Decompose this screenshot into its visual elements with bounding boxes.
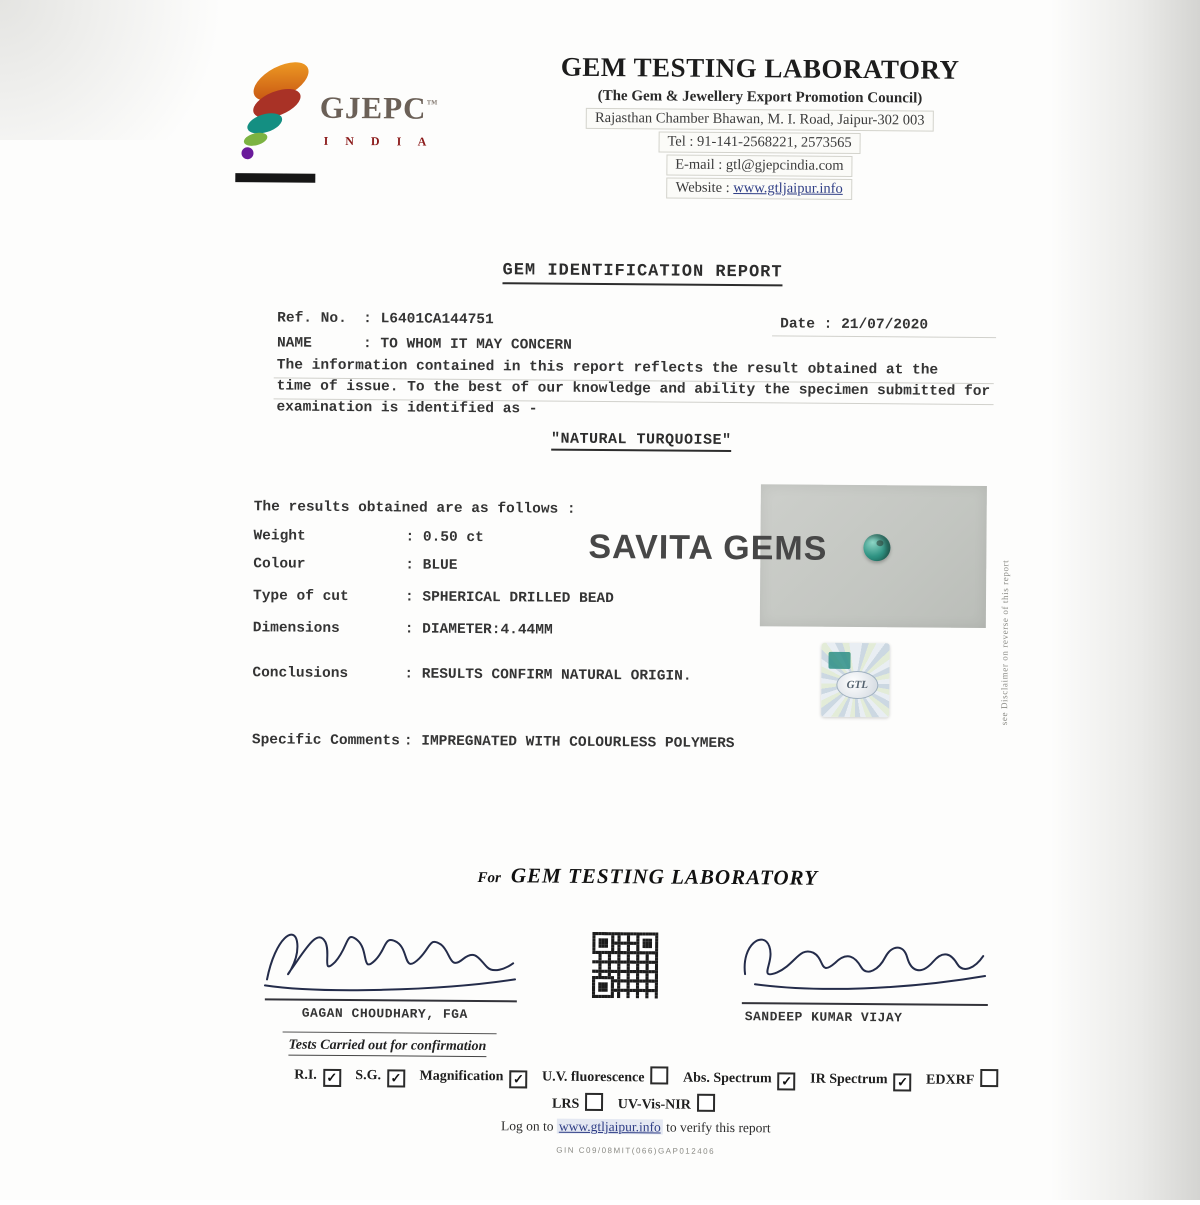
test-sg: [355, 1068, 405, 1087]
field-value: : DIAMETER:4.44MM: [404, 621, 553, 639]
test-checkbox: [697, 1094, 715, 1112]
test-label: S.G.: [355, 1068, 382, 1084]
signature-line-right: [742, 1002, 988, 1006]
ref-label: Ref. No.: [277, 310, 347, 328]
qr-code: [592, 932, 659, 999]
field-value: : IMPREGNATED WITH COLOURLESS POLYMERS: [403, 733, 735, 753]
test-lrs: [552, 1093, 603, 1113]
report-title: GEM IDENTIFICATION REPORT: [502, 261, 782, 286]
tests-top-rule: [283, 1032, 497, 1035]
hologram-chip: [828, 652, 850, 669]
test-checkbox: ✓: [509, 1070, 527, 1088]
council-name: (The Gem & Jewellery Export Promotion Council): [597, 87, 923, 107]
lab-address: Rajasthan Chamber Bhawan, M. I. Road, Jaipur-302 003: [586, 108, 934, 132]
report-title-wrap: [242, 259, 1042, 288]
signature-left: [259, 917, 522, 1003]
test-checkbox: [585, 1093, 603, 1111]
for-lab-name: GEM TESTING LABORATORY: [510, 863, 819, 890]
gjepc-logo-icon: [234, 55, 321, 172]
verify-link[interactable]: www.gtljaipur.info: [558, 1118, 661, 1135]
lab-website: [667, 178, 852, 200]
field-label: Colour: [253, 556, 306, 573]
verify-post: to verify this report: [662, 1119, 771, 1136]
document-code: GIN C09/08MIT(066)GAP012406: [556, 1145, 716, 1156]
field-value: : 0.50 ct: [405, 529, 484, 547]
test-label: U.V. fluorescence: [541, 1069, 645, 1086]
ref-number: : L6401CA144751: [363, 311, 494, 329]
test-label: Abs. Spectrum: [682, 1070, 772, 1087]
scan-line: [772, 335, 996, 338]
date-value: 21/07/2020: [841, 316, 929, 334]
name-value: : TO WHOM IT MAY CONCERN: [362, 336, 572, 354]
tests-row-1: [294, 1064, 1009, 1093]
name-label: NAME: [276, 335, 312, 352]
verify-line: [236, 1116, 1036, 1138]
field-type-of-cut: [253, 588, 614, 607]
field-label: Dimensions: [252, 620, 340, 637]
test-ri: [294, 1068, 341, 1087]
bead-matrix-spot: [876, 540, 883, 546]
test-label: LRS: [551, 1096, 580, 1112]
test-checkbox: ✓: [778, 1072, 796, 1090]
disclaimer-side-note: see Disclaimer on reverse of this report: [999, 559, 1011, 726]
field-conclusions: [252, 665, 691, 684]
field-dimensions: [253, 620, 553, 638]
disclaimer-line-1: The information contained in this report reflects the result obtained at the: [276, 357, 939, 379]
lab-website-row: [523, 176, 995, 201]
test-ir-spectrum: [810, 1072, 912, 1092]
test-label: UV-Vis-NIR: [617, 1097, 691, 1113]
verify-pre: Log on to: [500, 1118, 557, 1134]
ref-row: [277, 310, 494, 328]
test-checkbox: ✓: [893, 1073, 911, 1091]
hologram-sticker: [821, 643, 890, 718]
trademark-symbol: ™: [426, 98, 439, 111]
logo-underline-bar: [235, 173, 315, 183]
lab-address-row: [524, 107, 996, 132]
test-label: R.I.: [294, 1067, 317, 1083]
test-checkbox: ✓: [323, 1069, 341, 1087]
test-label: Magnification: [419, 1068, 504, 1085]
test-checkbox: [980, 1069, 998, 1087]
website-label: Website :: [675, 179, 734, 197]
test-checkbox: [650, 1066, 668, 1084]
date-row: [780, 316, 928, 333]
results-intro: The results obtained are as follows :: [253, 499, 576, 518]
field-weight: [253, 528, 483, 546]
test-magnification: [419, 1069, 527, 1089]
test-edxrf: [926, 1069, 998, 1090]
report-disclaimer: [276, 355, 1006, 424]
for-prefix: For: [477, 870, 501, 887]
website-link[interactable]: www.gtljaipur.info: [733, 180, 843, 197]
test-label: IR Spectrum: [810, 1071, 888, 1088]
email-value: gtl@gjepcindia.com: [725, 156, 844, 174]
field-label: Weight: [253, 528, 306, 545]
disclaimer-line-3: examination is identified as -: [276, 399, 538, 418]
identification-wrap: [241, 427, 1041, 454]
signature-right: [735, 926, 992, 1000]
tests-row-2: [552, 1093, 726, 1114]
seller-watermark: SAVITA GEMS: [588, 527, 828, 568]
test-uv-fluorescence: [542, 1066, 669, 1087]
field-label: Type of cut: [252, 588, 349, 606]
field-label: Conclusions: [252, 665, 349, 683]
field-value: : BLUE: [405, 557, 458, 574]
field-value: : SPHERICAL DRILLED BEAD: [404, 589, 614, 608]
test-uv-vis-nir: [618, 1093, 715, 1114]
field-value: : RESULTS CONFIRM NATURAL ORIGIN.: [404, 666, 692, 685]
email-label: E-mail :: [675, 156, 727, 173]
lab-telephone: Tel : 91-141-2568221, 2573565: [658, 131, 860, 154]
lab-name: GEM TESTING LABORATORY: [560, 51, 960, 85]
turquoise-bead-image: [863, 534, 890, 561]
field-specific-comments: [252, 732, 735, 752]
for-lab-line: [298, 862, 998, 892]
brand-country: I N D I A: [323, 133, 434, 149]
date-label: Date :: [780, 316, 833, 333]
test-abs-spectrum: [683, 1071, 796, 1091]
tests-title: Tests Carried out for confirmation: [288, 1038, 486, 1058]
signer-name-right: SANDEEP KUMAR VIJAY: [744, 1009, 903, 1026]
brand-text: GJEPC: [319, 89, 427, 126]
lab-telephone-row: [524, 130, 996, 155]
test-checkbox: ✓: [387, 1069, 405, 1087]
disclaimer-line-2: time of issue. To the best of our knowledge and ability the specimen submitted for: [276, 378, 991, 401]
signer-name-left: GAGAN CHOUDHARY, FGA: [301, 1005, 468, 1022]
name-row: [277, 335, 572, 353]
hologram-seal: GTL: [836, 671, 878, 699]
field-label: Specific Comments: [251, 732, 400, 750]
lab-email: [666, 155, 853, 177]
identification-result: "NATURAL TURQUOISE": [551, 431, 732, 452]
lab-email-row: [523, 153, 995, 178]
field-colour: [253, 556, 457, 574]
test-label: EDXRF: [926, 1072, 975, 1088]
brand-name: [320, 90, 439, 127]
